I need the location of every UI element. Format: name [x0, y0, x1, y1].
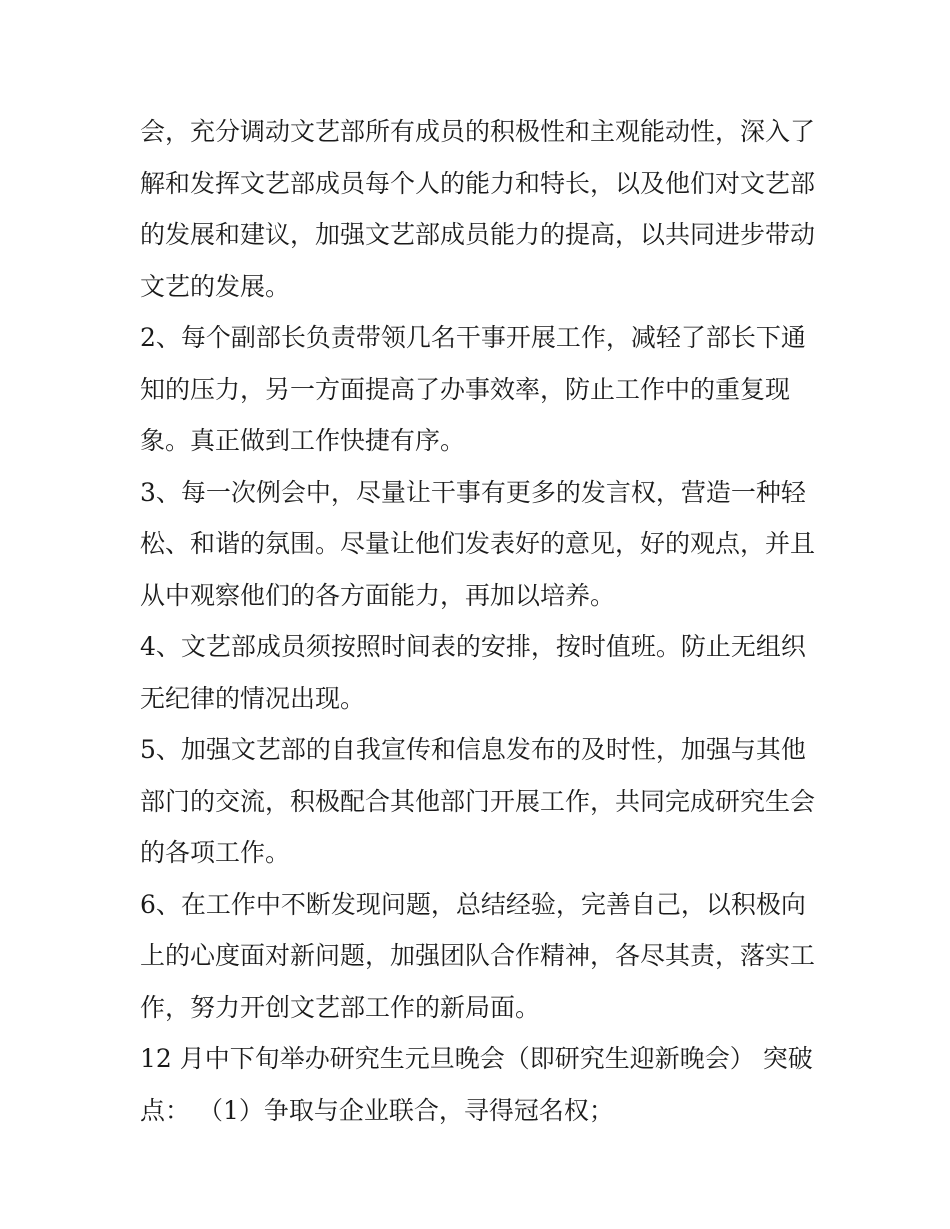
text-line: 5、加强文艺部的自我宣传和信息发布的及时性，加强与其他 — [140, 735, 806, 764]
text-line: 解和发挥文艺部成员每个人的能力和特长，以及他们对文艺部 — [140, 168, 816, 198]
text-line: 4、文艺部成员须按照时间表的安排，按时值班。防止无组织 — [140, 632, 806, 661]
text-line: 知的压力，另一方面提高了办事效率，防止工作中的重复现 — [140, 374, 791, 404]
text-line: 部门的交流，积极配合其他部门开展工作，共同完成研究生会 — [140, 786, 816, 816]
text-line: 点： （1）争取与企业联合，寻得冠名权； — [140, 1095, 614, 1125]
text-line: 从中观察他们的各方面能力，再加以培养。 — [140, 580, 616, 610]
text-line: 松、和谐的氛围。尽量让他们发表好的意见，好的观点，并且 — [140, 529, 816, 558]
text-line: 的发展和建议，加强文艺部成员能力的提高，以共同进步带动 — [140, 220, 816, 249]
text-line: 会，充分调动文艺部所有成员的积极性和主观能动性，深入了 — [140, 117, 816, 146]
text-line: 文艺的发展。 — [140, 271, 291, 301]
text-line: 12 月中下旬举办研究生元旦晚会（即研究生迎新晚会） 突破 — [140, 1044, 813, 1073]
text-line: 作，努力开创文艺部工作的新局面。 — [140, 992, 541, 1022]
text-line: 3、每一次例会中，尽量让干事有更多的发言权，营造一种轻 — [140, 477, 806, 507]
text-line: 的各项工作。 — [140, 838, 291, 867]
text-line: 上的心度面对新问题，加强团队合作精神，各尽其责，落实工 — [140, 941, 816, 970]
document-body — [140, 106, 830, 1136]
text-line: 2、每个副部长负责带领几名干事开展工作，减轻了部长下通 — [140, 323, 806, 352]
text-line: 无纪律的情况出现。 — [140, 683, 366, 713]
text-line: 象。真正做到工作快捷有序。 — [140, 426, 466, 455]
text-line: 6、在工作中不断发现问题，总结经验，完善自己，以积极向 — [140, 889, 806, 919]
